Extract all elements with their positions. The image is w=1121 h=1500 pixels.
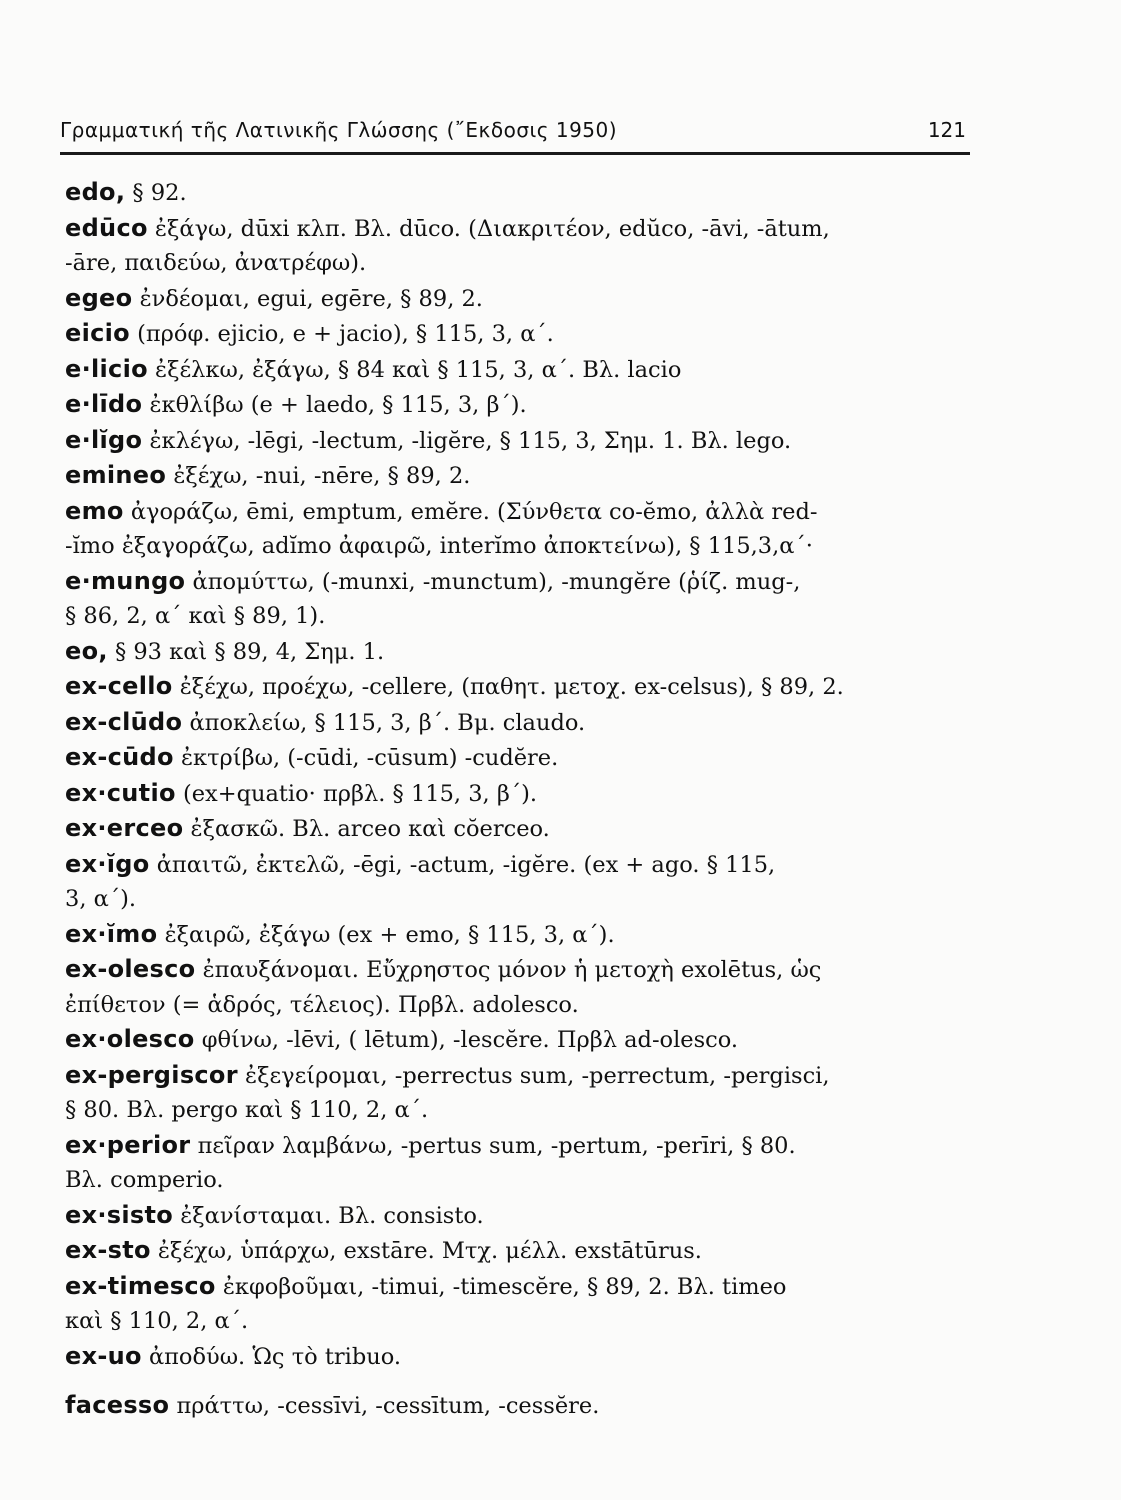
entry-elicio [65,352,985,388]
running-header [60,118,970,155]
definition: ἐξέχω, ὑπάρχω, exstāre. Μτχ. μέλλ. exstātūrus. [157,1238,702,1264]
entry-elido [65,387,985,423]
headword: facesso [65,1391,170,1419]
headword: ex·cutio [65,778,176,807]
definition: § 92. [132,180,187,206]
headword: ex·ĭgo [65,849,150,878]
definition: ἐξεγείρομαι, -perrectus sum, -perrectum, -pergisci, [245,1062,830,1089]
definition: ἐκλέγω, -lēgi, -lectum, -ligĕre, § 115, 3, Σημ. 1. Βλ. lego. [149,427,792,454]
headword: ex-timesco [65,1271,216,1300]
entry-eicio [65,316,985,352]
entry-exigo [65,847,985,917]
definition: πεῖραν λαμβάνω, -pertus sum, -pertum, -perīri, § 80. [197,1132,796,1159]
entry-emungo [65,564,985,634]
headword: eo, [65,636,108,665]
headword: ex-cūdo [65,743,174,771]
definition-continued: -ĭmo ἐξαγοράζω, adĭmo ἀφαιρῶ, interĭmo ἀποκτείνω), § 115,3,α΄· [65,533,813,559]
entry-experior [65,1128,985,1198]
entry-eligo [65,423,985,459]
headword: ex·olesco [65,1025,195,1053]
headword: edūco [65,213,148,242]
definition: ἐκφοβοῦμαι, -timui, -timescĕre, § 89, 2. Βλ. timeo [222,1273,787,1300]
headword: emineo [65,461,167,489]
definition: φθίνω, -lēvi, ( lētum), -lescĕre. Πρβλ ad-olesco. [201,1027,739,1053]
definition: ἐξέχω, προέχω, -cellere, (παθητ. μετοχ. ex-celsus), § 89, 2. [179,674,844,700]
headword: ex-uo [65,1341,142,1370]
headword: e·lĭgo [65,425,143,454]
definition: ἀπαιτῶ, ἐκτελῶ, -ēgi, -actum, -igĕre. (ex + ago. § 115, [156,851,776,878]
definition-continued: καὶ § 110, 2, α΄. [65,1308,249,1334]
entry-exolesco-1 [65,952,985,1022]
definition: ἀπομύττω, (-munxi, -munctum), -mungĕre (ῥίζ. mug-, [192,568,801,595]
entry-facesso [65,1388,985,1424]
entry-edo [65,175,985,211]
page-number: 121 [927,118,966,142]
headword: egeo [65,283,133,312]
entry-expergiscor [65,1058,985,1128]
entry-eximo [65,917,985,953]
dictionary-entries [65,175,985,1424]
entry-exerceo [65,811,985,847]
entry-emo [65,494,985,564]
definition: πράττω, -cessīvi, -cessītum, -cessĕre. [176,1393,600,1419]
definition: ἐξαιρῶ, ἐξάγω (ex + emo, § 115, 3, α΄). [164,921,615,948]
headword: ex·sisto [65,1200,174,1229]
definition-continued: -āre, παιδεύω, ἀνατρέφω). [65,250,367,276]
definition: ἐξασκῶ. Βλ. arceo καὶ cŏerceo. [190,816,550,842]
headword: ex·erceo [65,814,184,842]
definition-continued: 3, α΄). [65,886,136,912]
entry-exolesco-2 [65,1022,985,1058]
definition-continued: ἐπίθετον (= ἁδρός, τέλειος). Πρβλ. adolesco. [65,991,579,1018]
entry-egeo [65,281,985,317]
headword: eicio [65,319,130,347]
entry-eo [65,634,985,670]
entry-excudo [65,740,985,776]
definition: (πρόφ. ejicio, e + jacio), § 115, 3, α΄. [137,321,554,347]
entry-extimesco [65,1269,985,1339]
definition: ἀποδύω. Ὡς τὸ tribuo. [148,1343,402,1370]
definition: ἐπαυξάνομαι. Εὔχρηστος μόνον ἡ μετοχὴ exolētus, ὡς [202,957,822,983]
definition: § 93 καὶ § 89, 4, Σημ. 1. [114,638,385,665]
entry-emineo [65,458,985,494]
header-title: Γραμματική τῆς Λατινικῆς Γλώσσης (῎Εκδοσις 1950) [60,118,618,142]
entry-excello [65,669,985,705]
definition: ἐξάγω, dūxi κλπ. Βλ. dūco. (Διακριτέον, edŭco, -āvi, -ātum, [154,215,830,242]
entry-exuo [65,1339,985,1375]
definition: ἐξανίσταμαι. Βλ. consisto. [180,1202,484,1229]
definition: ἐξέχω, -nui, -nēre, § 89, 2. [173,463,471,489]
headword: e·mungo [65,566,186,595]
entry-excludo [65,705,985,741]
definition-continued: § 80. Βλ. pergo καὶ § 110, 2, α΄. [65,1097,429,1123]
headword: ex-sto [65,1236,151,1264]
entry-exsisto [65,1198,985,1234]
headword: ex-olesco [65,955,196,983]
entry-exsto [65,1233,985,1269]
headword: ex·ĭmo [65,919,158,948]
definition-continued: Βλ. comperio. [65,1167,224,1193]
headword: e·licio [65,354,148,383]
definition: (ex+quatio· πρβλ. § 115, 3, β΄). [182,780,538,807]
definition: ἐκθλίβω (e + laedo, § 115, 3, β΄). [149,392,527,418]
entry-educo [65,211,985,281]
entry-excutio [65,776,985,812]
definition-continued: § 86, 2, α΄ καὶ § 89, 1). [65,603,326,629]
headword: ex-clūdo [65,707,183,736]
headword: e·līdo [65,390,143,418]
definition: ἐκτρίβω, (-cūdi, -cūsum) -cudĕre. [180,745,559,771]
definition: ἀγοράζω, ēmi, emptum, emĕre. (Σύνθετα co-ĕmo, ἀλλὰ red- [130,498,818,525]
definition: ἀποκλείω, § 115, 3, β΄. Βμ. claudo. [189,709,586,736]
definition: ἐνδέομαι, egui, egēre, § 89, 2. [139,285,483,312]
headword: edo, [65,178,126,206]
headword: ex·perior [65,1130,191,1159]
definition: ἐξέλκω, ἐξάγω, § 84 καὶ § 115, 3, α΄. Βλ. lacio [155,356,682,383]
headword: ex-pergiscor [65,1060,238,1089]
headword: emo [65,496,124,525]
headword: ex-cello [65,672,173,700]
